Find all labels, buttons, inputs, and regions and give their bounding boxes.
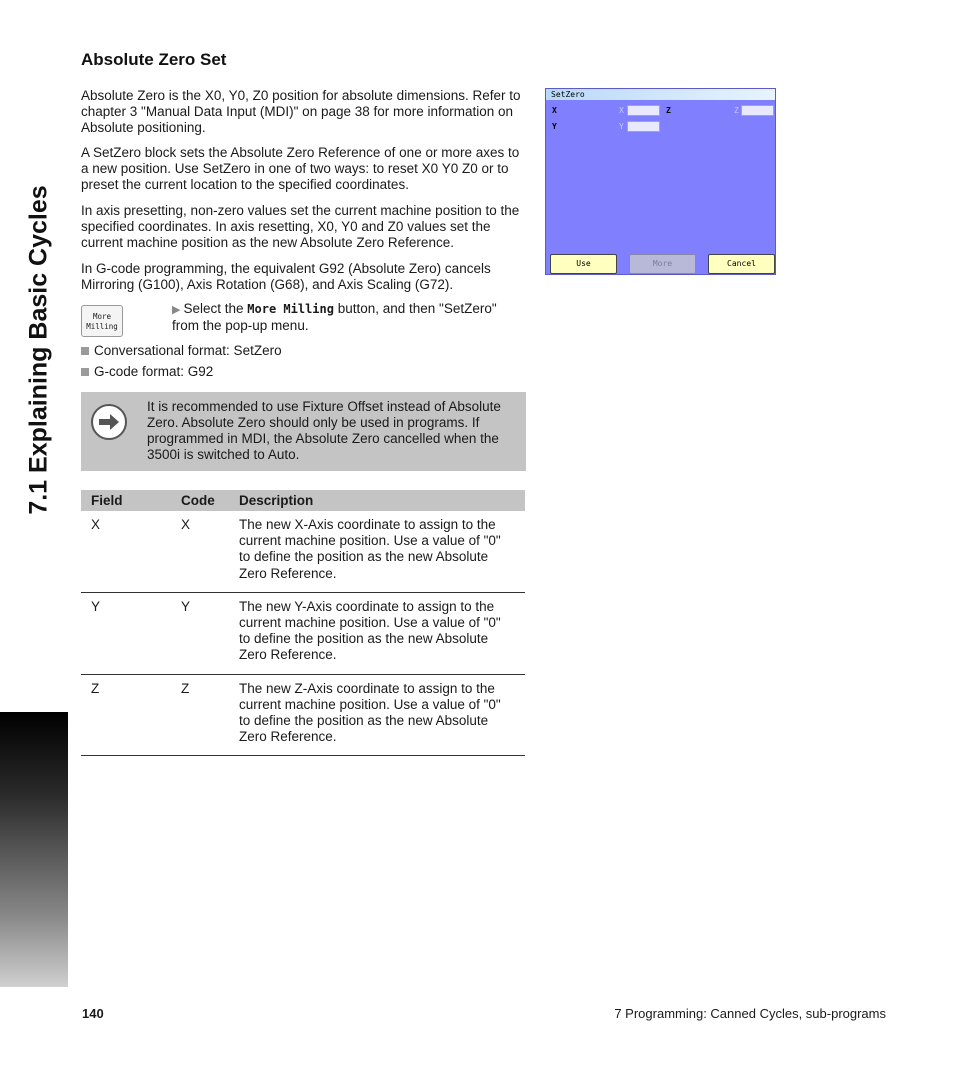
paragraph-1: Absolute Zero is the X0, Y0, Z0 position for absolute dimensions. Refer to chapter 3 "Manual Data Input (MDI)" on page 38 for more information on Absolute positioning.: [81, 88, 521, 135]
cancel-button[interactable]: Cancel: [708, 254, 775, 274]
header-field: Field: [81, 490, 171, 511]
arrow-right-icon: [91, 404, 127, 440]
more-milling-softkey-image: [81, 305, 123, 337]
note-box: [81, 392, 526, 471]
page-number: 140: [82, 1006, 104, 1021]
setzero-screen: [545, 88, 776, 275]
more-button[interactable]: More: [629, 254, 696, 274]
z-input[interactable]: [741, 105, 774, 116]
header-code: Code: [171, 490, 239, 511]
x-label: X: [552, 106, 557, 115]
step-suffix: button, and then "SetZero" from the pop-up menu.: [172, 301, 497, 333]
header-description: Description: [239, 490, 525, 511]
softkey-line-2: Milling: [86, 322, 118, 331]
note-text: It is recommended to use Fixture Offset instead of Absolute Zero. Absolute Zero should only be used in programs. If programmed in MDI, the Absolute Zero cancelled when the 3500i is switched to Auto.: [147, 399, 501, 462]
table-row: [81, 592, 525, 674]
softkey-line-1: More: [92, 312, 112, 321]
section-heading: Absolute Zero Set: [81, 50, 227, 69]
chapter-footer: 7 Programming: Canned Cycles, sub-programs: [614, 1006, 886, 1021]
y-input[interactable]: [627, 121, 660, 132]
chapter-side-title: 7.1 Explaining Basic Cycles: [24, 185, 53, 515]
instruction-step: [172, 301, 522, 334]
paragraph-3: In axis presetting, non-zero values set the current machine position to the specified coordinates. In axis resetting, X0, Y0 and Z0 values set the current machine position as the new Absolute Zero Reference.: [81, 203, 520, 250]
table-header-row: [81, 490, 525, 511]
paragraph-4: In G-code programming, the equivalent G92 (Absolute Zero) cancels Mirroring (G100), Axis Rotation (G68), and Axis Scaling (G72).: [81, 261, 491, 292]
bullet-square-icon: [81, 368, 89, 376]
bullet-item: [81, 343, 282, 359]
cell-field: X: [81, 511, 171, 592]
cell-code: Z: [171, 674, 239, 756]
y-label: Y: [552, 122, 557, 131]
x-input[interactable]: [627, 105, 660, 116]
cell-code: Y: [171, 592, 239, 674]
table-row: [81, 674, 525, 756]
step-prefix: Select the: [183, 301, 248, 316]
bullet-text: G-code format: G92: [94, 364, 214, 379]
x-ghost-label: X: [619, 106, 624, 115]
cell-description: The new X-Axis coordinate to assign to the current machine position. Use a value of "0" to define the position as the new Absolute Zero Reference.: [239, 511, 525, 592]
paragraph-2: A SetZero block sets the Absolute Zero Reference of one or more axes to a new position. Use SetZero in one of two ways: to reset X0 Y0 Z0 or to preset the current location to the specified coordinates.: [81, 145, 520, 192]
step-triangle-icon: ▶: [172, 304, 181, 316]
cell-description: The new Z-Axis coordinate to assign to the current machine position. Use a value of "0" to define the position as the new Absolute Zero Reference.: [239, 674, 525, 756]
field-table: [81, 490, 525, 756]
cell-description: The new Y-Axis coordinate to assign to the current machine position. Use a value of "0" to define the position as the new Absolute Zero Reference.: [239, 592, 525, 674]
side-gradient-bar: [0, 712, 68, 987]
bullet-item: [81, 364, 213, 380]
z-label: Z: [666, 106, 671, 115]
y-ghost-label: Y: [619, 122, 624, 131]
step-button-name: More Milling: [247, 302, 334, 316]
cell-field: Y: [81, 592, 171, 674]
screen-title: SetZero: [546, 89, 775, 100]
bullet-text: Conversational format: SetZero: [94, 343, 282, 358]
z-ghost-label: Z: [734, 106, 739, 115]
cell-code: X: [171, 511, 239, 592]
use-button[interactable]: Use: [550, 254, 617, 274]
table-row: [81, 511, 525, 592]
cell-field: Z: [81, 674, 171, 756]
bullet-square-icon: [81, 347, 89, 355]
